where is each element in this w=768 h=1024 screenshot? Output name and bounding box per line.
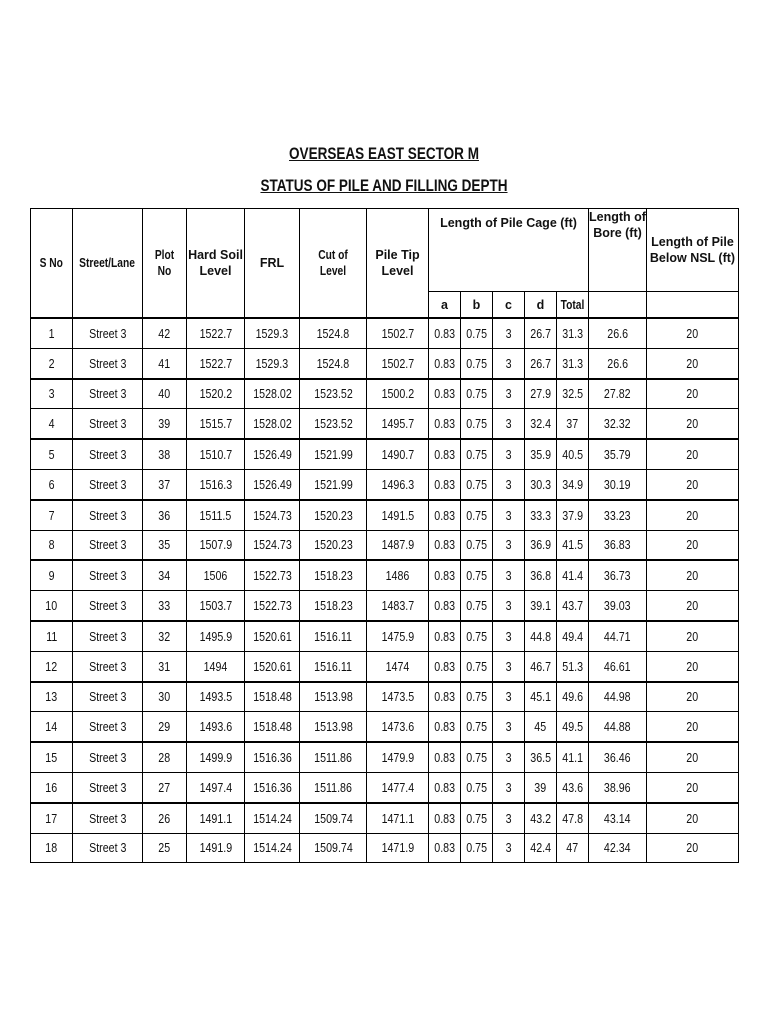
cell-hard-soil: 1499.9 (187, 742, 245, 772)
cell-street: Street 3 (73, 348, 143, 378)
cell-plot: 41 (143, 348, 187, 378)
cell-cage-c: 3 (493, 833, 525, 863)
cell-cage-b: 0.75 (461, 500, 493, 530)
cell-cage-c: 3 (493, 439, 525, 469)
cell-cage-d: 43.2 (525, 803, 557, 833)
cell-street: Street 3 (73, 833, 143, 863)
cell-hard-soil: 1507.9 (187, 530, 245, 560)
cell-cut-level: 1516.11 (300, 621, 367, 651)
cell-cage-total: 49.4 (557, 621, 589, 651)
cell-below-nsl: 20 (647, 742, 739, 772)
cell-pile-tip: 1500.2 (367, 379, 429, 409)
cell-frl: 1529.3 (245, 348, 300, 378)
cell-bore: 36.83 (589, 530, 647, 560)
header-bore: Length of Bore (ft) (589, 209, 647, 292)
cell-cage-d: 39.1 (525, 591, 557, 621)
cell-sno: 6 (31, 469, 73, 499)
table-row (31, 469, 739, 499)
cell-cut-level: 1521.99 (300, 439, 367, 469)
cell-cage-total: 41.1 (557, 742, 589, 772)
cell-cage-total: 37.9 (557, 500, 589, 530)
cell-street: Street 3 (73, 621, 143, 651)
cell-cage-c: 3 (493, 379, 525, 409)
cell-plot: 30 (143, 682, 187, 712)
cell-cut-level: 1523.52 (300, 379, 367, 409)
cell-bore: 44.88 (589, 712, 647, 742)
cell-frl: 1514.24 (245, 833, 300, 863)
table-row (31, 682, 739, 712)
cell-frl: 1516.36 (245, 772, 300, 802)
cell-cage-d: 36.8 (525, 560, 557, 590)
cell-bore: 44.98 (589, 682, 647, 712)
header-cut-level: Cut of Level (300, 209, 367, 319)
cell-street: Street 3 (73, 742, 143, 772)
cell-sno: 18 (31, 833, 73, 863)
header-sub-b: b (461, 292, 493, 319)
cell-street: Street 3 (73, 803, 143, 833)
cell-cut-level: 1524.8 (300, 318, 367, 348)
cell-below-nsl: 20 (647, 772, 739, 802)
table-row (31, 500, 739, 530)
cell-plot: 27 (143, 772, 187, 802)
cell-sno: 11 (31, 621, 73, 651)
cell-street: Street 3 (73, 379, 143, 409)
cell-below-nsl: 20 (647, 348, 739, 378)
cell-cage-total: 41.4 (557, 560, 589, 590)
cell-cage-b: 0.75 (461, 772, 493, 802)
cell-cage-c: 3 (493, 348, 525, 378)
cell-cut-level: 1511.86 (300, 742, 367, 772)
cell-cage-c: 3 (493, 500, 525, 530)
cell-pile-tip: 1475.9 (367, 621, 429, 651)
cell-pile-tip: 1487.9 (367, 530, 429, 560)
cell-bore: 39.03 (589, 591, 647, 621)
cell-cut-level: 1511.86 (300, 772, 367, 802)
cell-cage-total: 37 (557, 409, 589, 439)
header-hard-soil: Hard Soil Level (187, 209, 245, 319)
table-row (31, 803, 739, 833)
cell-cage-d: 32.4 (525, 409, 557, 439)
cell-cage-d: 33.3 (525, 500, 557, 530)
cell-cage-b: 0.75 (461, 379, 493, 409)
header-pile-cage: Length of Pile Cage (ft) (429, 209, 589, 292)
header-plot: Plot No (143, 209, 187, 319)
cell-frl: 1518.48 (245, 712, 300, 742)
cell-cage-c: 3 (493, 469, 525, 499)
cell-hard-soil: 1495.9 (187, 621, 245, 651)
cell-bore: 30.19 (589, 469, 647, 499)
table-row (31, 651, 739, 681)
cell-hard-soil: 1520.2 (187, 379, 245, 409)
cell-cage-b: 0.75 (461, 348, 493, 378)
cell-plot: 29 (143, 712, 187, 742)
cell-pile-tip: 1471.1 (367, 803, 429, 833)
document-title: OVERSEAS EAST SECTOR M (289, 145, 479, 163)
cell-cut-level: 1518.23 (300, 591, 367, 621)
cell-cage-total: 31.3 (557, 318, 589, 348)
cell-cage-c: 3 (493, 651, 525, 681)
cell-cage-a: 0.83 (429, 682, 461, 712)
cell-sno: 10 (31, 591, 73, 621)
cell-cage-d: 35.9 (525, 439, 557, 469)
cell-cut-level: 1509.74 (300, 803, 367, 833)
cell-bore: 36.46 (589, 742, 647, 772)
document-subtitle: STATUS OF PILE AND FILLING DEPTH (260, 177, 508, 195)
table-row (31, 833, 739, 863)
cell-cage-a: 0.83 (429, 530, 461, 560)
cell-plot: 37 (143, 469, 187, 499)
cell-frl: 1520.61 (245, 621, 300, 651)
cell-street: Street 3 (73, 500, 143, 530)
cell-bore: 44.71 (589, 621, 647, 651)
cell-cage-total: 43.7 (557, 591, 589, 621)
cell-pile-tip: 1502.7 (367, 348, 429, 378)
cell-pile-tip: 1473.5 (367, 682, 429, 712)
cell-frl: 1524.73 (245, 500, 300, 530)
cell-cage-d: 26.7 (525, 318, 557, 348)
table-body (31, 318, 739, 863)
cell-pile-tip: 1479.9 (367, 742, 429, 772)
cell-below-nsl: 20 (647, 469, 739, 499)
cell-cage-d: 27.9 (525, 379, 557, 409)
cell-hard-soil: 1491.1 (187, 803, 245, 833)
table-row (31, 742, 739, 772)
header-sno: S No (31, 209, 73, 319)
cell-hard-soil: 1503.7 (187, 591, 245, 621)
cell-plot: 36 (143, 500, 187, 530)
header-pile-tip: Pile Tip Level (367, 209, 429, 319)
cell-hard-soil: 1491.9 (187, 833, 245, 863)
cell-below-nsl: 20 (647, 651, 739, 681)
cell-cage-c: 3 (493, 591, 525, 621)
cell-cage-a: 0.83 (429, 591, 461, 621)
cell-cage-a: 0.83 (429, 469, 461, 499)
cell-frl: 1528.02 (245, 409, 300, 439)
cell-frl: 1526.49 (245, 469, 300, 499)
cell-street: Street 3 (73, 772, 143, 802)
cell-cut-level: 1518.23 (300, 560, 367, 590)
cell-bore: 33.23 (589, 500, 647, 530)
cell-cage-b: 0.75 (461, 712, 493, 742)
cell-street: Street 3 (73, 439, 143, 469)
cell-sno: 2 (31, 348, 73, 378)
cell-bore: 38.96 (589, 772, 647, 802)
cell-cage-c: 3 (493, 772, 525, 802)
cell-cage-b: 0.75 (461, 530, 493, 560)
cell-street: Street 3 (73, 682, 143, 712)
header-frl: FRL (245, 209, 300, 319)
header-below-nsl: Length of Pile Below NSL (ft) (647, 209, 739, 292)
cell-cut-level: 1513.98 (300, 682, 367, 712)
cell-sno: 14 (31, 712, 73, 742)
table-row (31, 772, 739, 802)
table-row (31, 379, 739, 409)
cell-cage-d: 26.7 (525, 348, 557, 378)
cell-bore: 26.6 (589, 348, 647, 378)
cell-below-nsl: 20 (647, 530, 739, 560)
cell-hard-soil: 1493.5 (187, 682, 245, 712)
cell-below-nsl: 20 (647, 318, 739, 348)
cell-plot: 38 (143, 439, 187, 469)
cell-cage-b: 0.75 (461, 742, 493, 772)
cell-hard-soil: 1522.7 (187, 318, 245, 348)
cell-cage-b: 0.75 (461, 560, 493, 590)
cell-cage-a: 0.83 (429, 439, 461, 469)
cell-cage-a: 0.83 (429, 621, 461, 651)
cell-frl: 1524.73 (245, 530, 300, 560)
cell-below-nsl: 20 (647, 379, 739, 409)
cell-cage-total: 47 (557, 833, 589, 863)
table-row (31, 439, 739, 469)
cell-sno: 7 (31, 500, 73, 530)
cell-cage-a: 0.83 (429, 500, 461, 530)
cell-pile-tip: 1495.7 (367, 409, 429, 439)
cell-pile-tip: 1474 (367, 651, 429, 681)
cell-sno: 4 (31, 409, 73, 439)
cell-cage-total: 31.3 (557, 348, 589, 378)
cell-street: Street 3 (73, 530, 143, 560)
cell-cage-total: 32.5 (557, 379, 589, 409)
cell-cut-level: 1521.99 (300, 469, 367, 499)
cell-frl: 1522.73 (245, 560, 300, 590)
cell-cage-d: 30.3 (525, 469, 557, 499)
cell-below-nsl: 20 (647, 500, 739, 530)
cell-street: Street 3 (73, 469, 143, 499)
cell-cage-a: 0.83 (429, 651, 461, 681)
cell-cage-b: 0.75 (461, 621, 493, 651)
cell-cage-b: 0.75 (461, 803, 493, 833)
cell-cut-level: 1523.52 (300, 409, 367, 439)
cell-cage-total: 51.3 (557, 651, 589, 681)
cell-cage-a: 0.83 (429, 742, 461, 772)
cell-below-nsl: 20 (647, 439, 739, 469)
cell-pile-tip: 1471.9 (367, 833, 429, 863)
cell-cage-total: 41.5 (557, 530, 589, 560)
cell-bore: 26.6 (589, 318, 647, 348)
table-row (31, 712, 739, 742)
cell-cage-c: 3 (493, 409, 525, 439)
cell-cage-b: 0.75 (461, 591, 493, 621)
cell-bore: 27.82 (589, 379, 647, 409)
cell-sno: 3 (31, 379, 73, 409)
cell-sno: 12 (31, 651, 73, 681)
cell-cage-d: 36.9 (525, 530, 557, 560)
header-bore-spacer (589, 292, 647, 319)
cell-cage-d: 39 (525, 772, 557, 802)
cell-cage-a: 0.83 (429, 833, 461, 863)
table-row (31, 621, 739, 651)
cell-frl: 1514.24 (245, 803, 300, 833)
cell-cage-total: 40.5 (557, 439, 589, 469)
header-sub-total: Total (557, 292, 589, 319)
table-row (31, 348, 739, 378)
cell-sno: 5 (31, 439, 73, 469)
cell-bore: 46.61 (589, 651, 647, 681)
cell-below-nsl: 20 (647, 409, 739, 439)
cell-cage-c: 3 (493, 560, 525, 590)
cell-plot: 31 (143, 651, 187, 681)
cell-plot: 39 (143, 409, 187, 439)
cell-sno: 17 (31, 803, 73, 833)
cell-frl: 1520.61 (245, 651, 300, 681)
cell-below-nsl: 20 (647, 591, 739, 621)
cell-cage-total: 47.8 (557, 803, 589, 833)
cell-below-nsl: 20 (647, 560, 739, 590)
cell-below-nsl: 20 (647, 803, 739, 833)
cell-cage-b: 0.75 (461, 318, 493, 348)
cell-sno: 13 (31, 682, 73, 712)
cell-plot: 33 (143, 591, 187, 621)
cell-cage-b: 0.75 (461, 469, 493, 499)
cell-below-nsl: 20 (647, 682, 739, 712)
cell-cage-a: 0.83 (429, 803, 461, 833)
cell-plot: 25 (143, 833, 187, 863)
cell-hard-soil: 1515.7 (187, 409, 245, 439)
cell-street: Street 3 (73, 591, 143, 621)
cell-cut-level: 1509.74 (300, 833, 367, 863)
cell-bore: 43.14 (589, 803, 647, 833)
cell-cage-c: 3 (493, 803, 525, 833)
cell-cage-d: 44.8 (525, 621, 557, 651)
cell-bore: 42.34 (589, 833, 647, 863)
header-nsl-spacer (647, 292, 739, 319)
cell-cage-c: 3 (493, 712, 525, 742)
cell-cage-b: 0.75 (461, 439, 493, 469)
table-row (31, 318, 739, 348)
cell-cage-a: 0.83 (429, 560, 461, 590)
cell-cage-d: 46.7 (525, 651, 557, 681)
cell-hard-soil: 1493.6 (187, 712, 245, 742)
cell-bore: 32.32 (589, 409, 647, 439)
cell-cage-a: 0.83 (429, 772, 461, 802)
cell-cage-d: 42.4 (525, 833, 557, 863)
cell-plot: 35 (143, 530, 187, 560)
cell-sno: 8 (31, 530, 73, 560)
cell-frl: 1522.73 (245, 591, 300, 621)
cell-cage-a: 0.83 (429, 379, 461, 409)
cell-plot: 40 (143, 379, 187, 409)
cell-hard-soil: 1516.3 (187, 469, 245, 499)
cell-cage-a: 0.83 (429, 712, 461, 742)
cell-cage-c: 3 (493, 742, 525, 772)
cell-cage-d: 45 (525, 712, 557, 742)
cell-hard-soil: 1494 (187, 651, 245, 681)
cell-cage-total: 49.6 (557, 682, 589, 712)
cell-hard-soil: 1511.5 (187, 500, 245, 530)
cell-frl: 1526.49 (245, 439, 300, 469)
cell-frl: 1529.3 (245, 318, 300, 348)
cell-cage-c: 3 (493, 682, 525, 712)
cell-cut-level: 1520.23 (300, 500, 367, 530)
cell-pile-tip: 1496.3 (367, 469, 429, 499)
cell-cage-b: 0.75 (461, 833, 493, 863)
cell-cut-level: 1520.23 (300, 530, 367, 560)
cell-pile-tip: 1490.7 (367, 439, 429, 469)
cell-cage-d: 36.5 (525, 742, 557, 772)
cell-cage-c: 3 (493, 318, 525, 348)
cell-cage-d: 45.1 (525, 682, 557, 712)
cell-cut-level: 1513.98 (300, 712, 367, 742)
cell-frl: 1528.02 (245, 379, 300, 409)
cell-plot: 28 (143, 742, 187, 772)
cell-sno: 9 (31, 560, 73, 590)
cell-pile-tip: 1473.6 (367, 712, 429, 742)
cell-cage-a: 0.83 (429, 348, 461, 378)
cell-street: Street 3 (73, 712, 143, 742)
cell-cage-a: 0.83 (429, 409, 461, 439)
cell-pile-tip: 1477.4 (367, 772, 429, 802)
cell-plot: 26 (143, 803, 187, 833)
cell-cage-total: 43.6 (557, 772, 589, 802)
cell-hard-soil: 1497.4 (187, 772, 245, 802)
cell-hard-soil: 1506 (187, 560, 245, 590)
document-header (0, 145, 768, 195)
cell-cage-b: 0.75 (461, 651, 493, 681)
cell-plot: 32 (143, 621, 187, 651)
cell-cage-c: 3 (493, 530, 525, 560)
cell-plot: 34 (143, 560, 187, 590)
header-sub-d: d (525, 292, 557, 319)
cell-cage-total: 49.5 (557, 712, 589, 742)
cell-cage-c: 3 (493, 621, 525, 651)
cell-street: Street 3 (73, 318, 143, 348)
cell-sno: 15 (31, 742, 73, 772)
pile-status-table (30, 208, 739, 863)
table-row (31, 591, 739, 621)
cell-cage-total: 34.9 (557, 469, 589, 499)
cell-cage-b: 0.75 (461, 682, 493, 712)
cell-cut-level: 1524.8 (300, 348, 367, 378)
cell-hard-soil: 1522.7 (187, 348, 245, 378)
cell-sno: 1 (31, 318, 73, 348)
cell-street: Street 3 (73, 560, 143, 590)
cell-cage-a: 0.83 (429, 318, 461, 348)
cell-below-nsl: 20 (647, 712, 739, 742)
cell-plot: 42 (143, 318, 187, 348)
cell-pile-tip: 1483.7 (367, 591, 429, 621)
cell-pile-tip: 1486 (367, 560, 429, 590)
cell-sno: 16 (31, 772, 73, 802)
cell-frl: 1518.48 (245, 682, 300, 712)
cell-bore: 36.73 (589, 560, 647, 590)
header-street: Street/Lane (73, 209, 143, 319)
table-row (31, 409, 739, 439)
cell-frl: 1516.36 (245, 742, 300, 772)
cell-pile-tip: 1491.5 (367, 500, 429, 530)
cell-hard-soil: 1510.7 (187, 439, 245, 469)
header-sub-a: a (429, 292, 461, 319)
cell-cage-b: 0.75 (461, 409, 493, 439)
table-row (31, 560, 739, 590)
header-sub-c: c (493, 292, 525, 319)
cell-bore: 35.79 (589, 439, 647, 469)
cell-cut-level: 1516.11 (300, 651, 367, 681)
table-row (31, 530, 739, 560)
cell-street: Street 3 (73, 409, 143, 439)
cell-street: Street 3 (73, 651, 143, 681)
cell-below-nsl: 20 (647, 833, 739, 863)
cell-pile-tip: 1502.7 (367, 318, 429, 348)
cell-below-nsl: 20 (647, 621, 739, 651)
